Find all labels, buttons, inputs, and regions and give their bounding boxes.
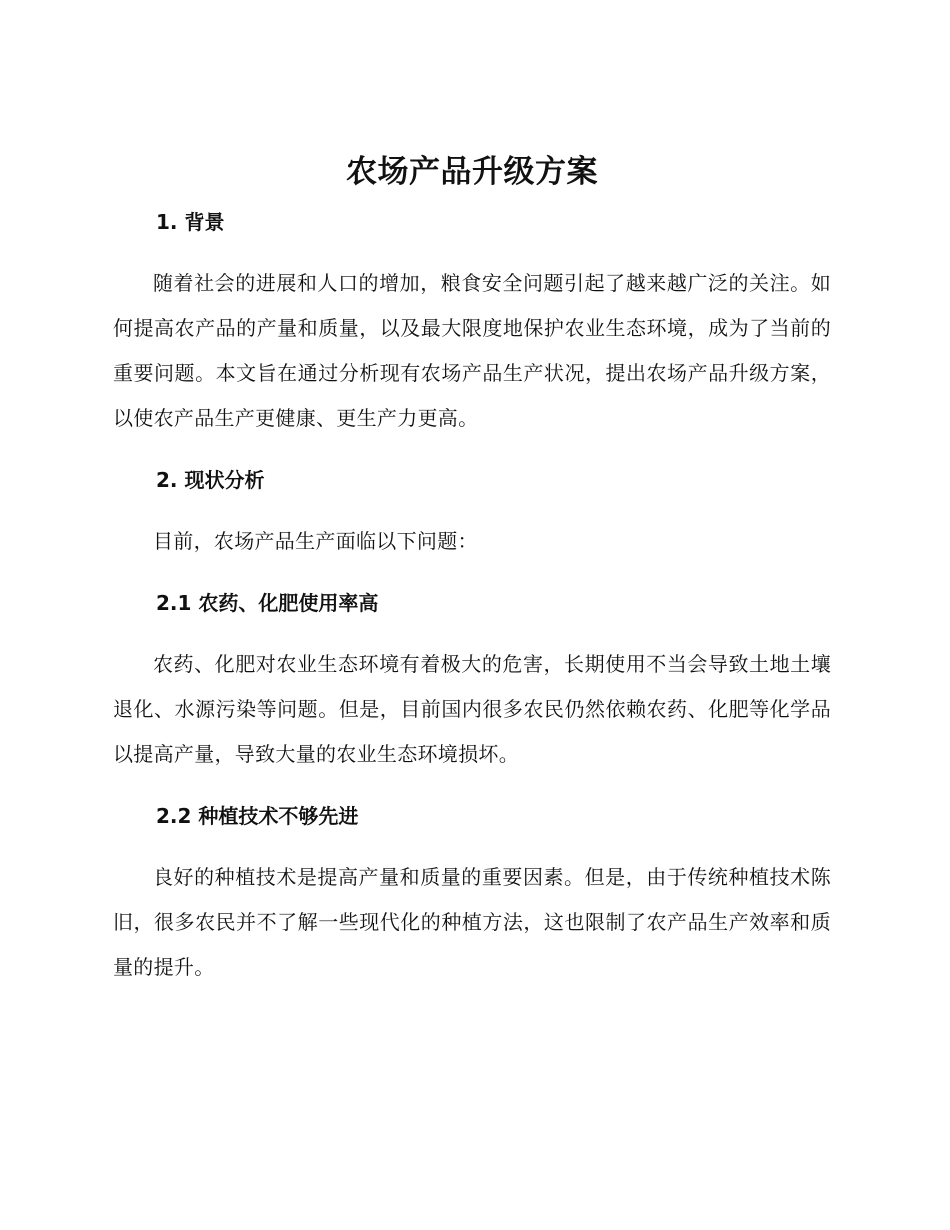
- section-heading-background: 1. 背景: [156, 210, 225, 234]
- section-heading-planting-technology: 2.2 种植技术不够先进: [156, 804, 359, 828]
- document-title: 农场产品升级方案: [346, 154, 598, 190]
- section-paragraph-status-analysis: 目前，农场产品生产面临以下问题：: [153, 529, 478, 553]
- document-body: [113, 150, 831, 990]
- section-paragraph-background: 随着社会的进展和人口的增加，粮食安全问题引起了越来越广泛的关注。如何提高农产品的产量和质量，以及最大限度地保护农业生态环境，成为了当前的重要问题。本文旨在通过分析现有农场产品生产状况，提出农场产品升级方案，以使农产品生产更健康、更生产力更高。: [113, 271, 831, 430]
- section-heading-pesticide-fertilizer: 2.1 农药、化肥使用率高: [156, 591, 379, 615]
- section-heading-status-analysis: 2. 现状分析: [156, 468, 265, 492]
- section-paragraph-planting-technology: 良好的种植技术是提高产量和质量的重要因素。但是，由于传统种植技术陈旧，很多农民并不了解一些现代化的种植方法，这也限制了农产品生产效率和质量的提升。: [113, 865, 831, 979]
- section-paragraph-pesticide-fertilizer: 农药、化肥对农业生态环境有着极大的危害，长期使用不当会导致土地土壤退化、水源污染等问题。但是，目前国内很多农民仍然依赖农药、化肥等化学品以提高产量，导致大量的农业生态环境损坏。: [113, 652, 831, 766]
